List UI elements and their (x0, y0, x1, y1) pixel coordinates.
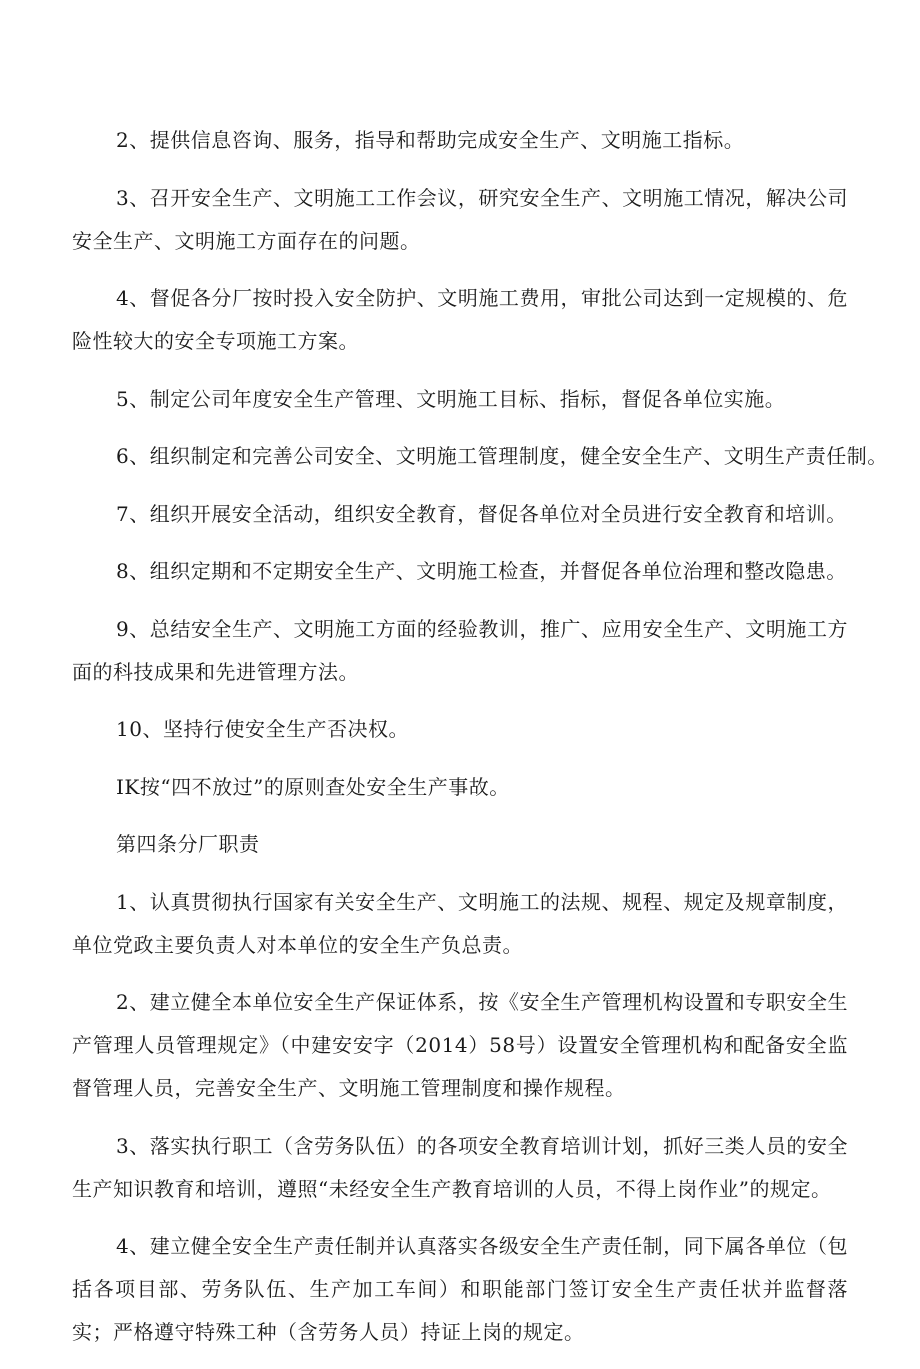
paragraph-item-11-accident-handling: IK按“四不放过”的原则查处安全生产事故。 (116, 774, 510, 799)
paragraph-item-2-info-service: 2、提供信息咨询、服务，指导和帮助完成安全生产、文明施工指标。 (116, 128, 745, 152)
paragraph-item-4-supervise-investment: 4、督促各分厂按时投入安全防护、文明施工费用，审批公司达到一定规模的、危险性较大的安全专项施工方案。 (72, 286, 848, 353)
paragraph-branch-2-guarantee-system: 2、建立健全本单位安全生产保证体系，按《安全生产管理机构设置和专职安全生产管理人员管理规定》（中建安安字（2014）58号）设置安全管理机构和配备安全监督管理人员，完善安全生产、文明施工管理制度和操作规程。 (72, 990, 848, 1100)
paragraph-item-8-inspections: 8、组织定期和不定期安全生产、文明施工检查，并督促各单位治理和整改隐患。 (116, 559, 847, 583)
section-heading-article-4: 第四条分厂职责 (116, 832, 260, 856)
paragraph-item-10-veto-right: 10、坚持行使安全生产否决权。 (116, 717, 409, 741)
paragraph-branch-4-responsibility-system: 4、建立健全安全生产责任制并认真落实各级安全生产责任制，同下属各单位（包括各项目部、劳务队伍、生产加工车间）和职能部门签订安全生产责任状并监督落实；严格遵守特殊工种（含劳务人员）持证上岗的规定。 (72, 1234, 848, 1344)
paragraph-item-3-work-meeting: 3、召开安全生产、文明施工工作会议，研究安全生产、文明施工情况，解决公司安全生产、文明施工方面存在的问题。 (72, 185, 848, 253)
document-body (72, 119, 888, 1369)
paragraph-branch-1-implement-regulations: 1、认真贯彻执行国家有关安全生产、文明施工的法规、规程、规定及规章制度，单位党政主要负责人对本单位的安全生产负总责。 (72, 889, 848, 957)
paragraph-item-5-annual-targets: 5、制定公司年度安全生产管理、文明施工目标、指标，督促各单位实施。 (116, 386, 786, 411)
paragraph-item-7-safety-education: 7、组织开展安全活动，组织安全教育，督促各单位对全员进行安全教育和培训。 (116, 501, 847, 526)
paragraph-item-6-management-system: 6、组织制定和完善公司安全、文明施工管理制度，健全安全生产、文明生产责任制。 (116, 444, 888, 468)
paragraph-branch-3-training-plan: 3、落实执行职工（含劳务队伍）的各项安全教育培训计划，抓好三类人员的安全生产知识教育和培训，遵照“未经安全生产教育培训的人员，不得上岗作业”的规定。 (72, 1133, 848, 1201)
paragraph-item-9-lessons-learned: 9、总结安全生产、文明施工方面的经验教训，推广、应用安全生产、文明施工方面的科技成果和先进管理方法。 (72, 616, 848, 684)
